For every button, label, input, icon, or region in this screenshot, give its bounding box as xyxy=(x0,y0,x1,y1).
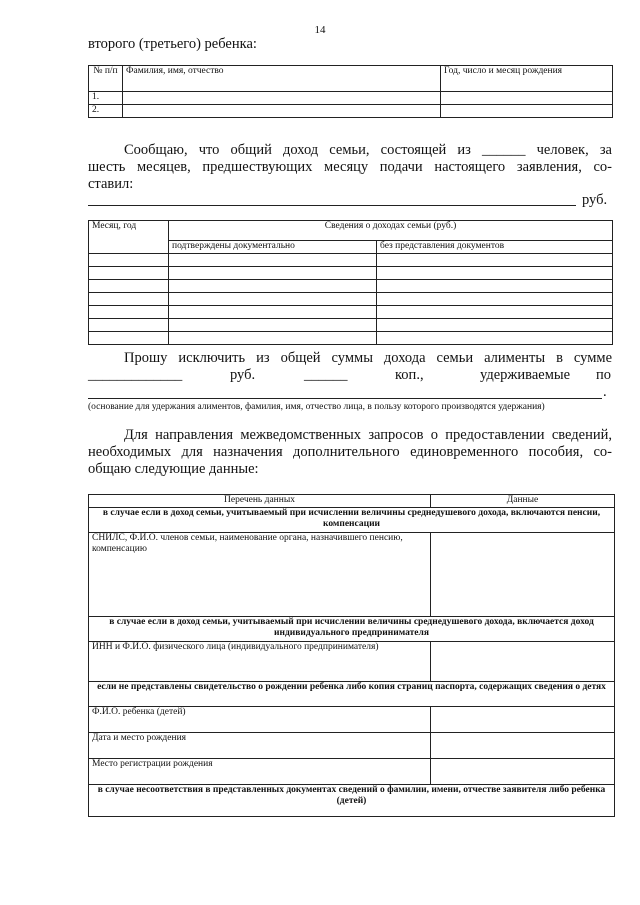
col-number-header: № п/п xyxy=(89,66,123,92)
col-month-header: Месяц, год xyxy=(89,221,169,254)
alimony-kop-blank: ______ xyxy=(304,367,348,383)
col-name-header: Фамилия, имя, отчество xyxy=(123,66,441,92)
alimony-kop-label: коп., xyxy=(395,367,424,383)
data-table xyxy=(88,494,615,817)
inn-value-cell xyxy=(431,641,615,681)
income-unconfirmed-cell xyxy=(377,267,613,280)
income-amount-line xyxy=(88,205,576,206)
income-month-cell xyxy=(89,280,169,293)
section-birth-certificate: если не представлены свидетельство о рождении ребенка либо копия страниц паспорта, содержащих сведения о детях xyxy=(89,681,615,706)
request-text-line2: необходимых для назначения дополнительного единовременного пособия, со- xyxy=(88,444,612,460)
income-confirmed-cell xyxy=(169,293,377,306)
alimony-rub-label: руб. xyxy=(230,367,256,383)
income-confirmed-cell xyxy=(169,267,377,280)
income-text-line1: Сообщаю, что общий доход семьи, состоящей из ______ человек, за xyxy=(124,142,612,158)
child-name-cell xyxy=(123,92,441,105)
income-unconfirmed-cell xyxy=(377,332,613,345)
income-month-cell xyxy=(89,293,169,306)
snils-value-cell xyxy=(431,532,615,616)
income-month-cell xyxy=(89,319,169,332)
inn-label: ИНН и Ф.И.О. физического лица (индивидуального предпринимателя) xyxy=(89,641,431,681)
page-number: 14 xyxy=(314,24,326,36)
birth-registration-value-cell xyxy=(431,758,615,784)
alimony-po-label: по xyxy=(596,367,612,383)
alimony-basis-line xyxy=(88,398,602,399)
income-confirmed-cell xyxy=(169,254,377,267)
alimony-period: . xyxy=(603,384,607,400)
income-text-line3: ставил: xyxy=(88,176,134,192)
income-confirmed-cell xyxy=(169,319,377,332)
birth-date-place-value-cell xyxy=(431,732,615,758)
section-name-mismatch: в случае несоответствия в представленных документах сведений о фамилии, имени, отчестве заявителя либо ребенка (детей) xyxy=(89,784,615,816)
income-month-cell xyxy=(89,306,169,319)
income-unconfirmed-cell xyxy=(377,306,613,319)
col-data-value-header: Данные xyxy=(431,495,615,508)
request-text-line1: Для направления межведомственных запросов о предоставлении сведений, xyxy=(124,427,612,443)
snils-label: СНИЛС, Ф.И.О. членов семьи, наименование органа, назначившего пенсию, компенсацию xyxy=(89,532,431,616)
income-currency: руб. xyxy=(582,192,608,208)
income-unconfirmed-cell xyxy=(377,319,613,332)
income-unconfirmed-cell xyxy=(377,293,613,306)
alimony-withheld-label: удерживаемые xyxy=(480,367,571,383)
alimony-note: (основание для удержания алиментов, фамилия, имя, отчество лица, в пользу которого производятся удержания) xyxy=(88,402,545,412)
income-confirmed-cell xyxy=(169,280,377,293)
child-fio-value-cell xyxy=(431,706,615,732)
birth-registration-label: Место регистрации рождения xyxy=(89,758,431,784)
col-data-list-header: Перечень данных xyxy=(89,495,431,508)
child-name-cell xyxy=(123,105,441,118)
row-number: 1. xyxy=(89,92,123,105)
income-unconfirmed-cell xyxy=(377,254,613,267)
income-month-cell xyxy=(89,332,169,345)
section-entrepreneur: в случае если в доход семьи, учитываемый при исчислении величины среднедушевого дохода, включается доход индивидуального предпринимателя xyxy=(89,616,615,641)
income-confirmed-cell xyxy=(169,306,377,319)
alimony-rub-blank: _____________ xyxy=(88,367,183,383)
request-text-line3: общаю следующие данные: xyxy=(88,461,259,477)
birth-date-place-label: Дата и место рождения xyxy=(89,732,431,758)
col-dob-header: Год, число и месяц рождения xyxy=(441,66,613,92)
income-month-cell xyxy=(89,267,169,280)
children-heading: второго (третьего) ребенка: xyxy=(88,36,257,52)
income-text-line2: шесть месяцев, предшествующих месяцу подачи настоящего заявления, со- xyxy=(88,159,612,175)
income-confirmed-cell xyxy=(169,332,377,345)
row-number: 2. xyxy=(89,105,123,118)
child-dob-cell xyxy=(441,92,613,105)
income-table xyxy=(88,220,613,345)
alimony-text-line1: Прошу исключить из общей суммы дохода семьи алименты в сумме xyxy=(124,350,612,366)
child-fio-label: Ф.И.О. ребенка (детей) xyxy=(89,706,431,732)
children-table xyxy=(88,65,613,118)
col-unconfirmed-header: без представления документов xyxy=(377,241,613,254)
income-unconfirmed-cell xyxy=(377,280,613,293)
income-month-cell xyxy=(89,254,169,267)
section-pensions: в случае если в доход семьи, учитываемый при исчислении величины среднедушевого дохода, включаются пенсии, компенсации xyxy=(89,507,615,532)
child-dob-cell xyxy=(441,105,613,118)
col-income-info-header: Сведения о доходах семьи (руб.) xyxy=(169,221,613,241)
col-confirmed-header: подтверждены документально xyxy=(169,241,377,254)
